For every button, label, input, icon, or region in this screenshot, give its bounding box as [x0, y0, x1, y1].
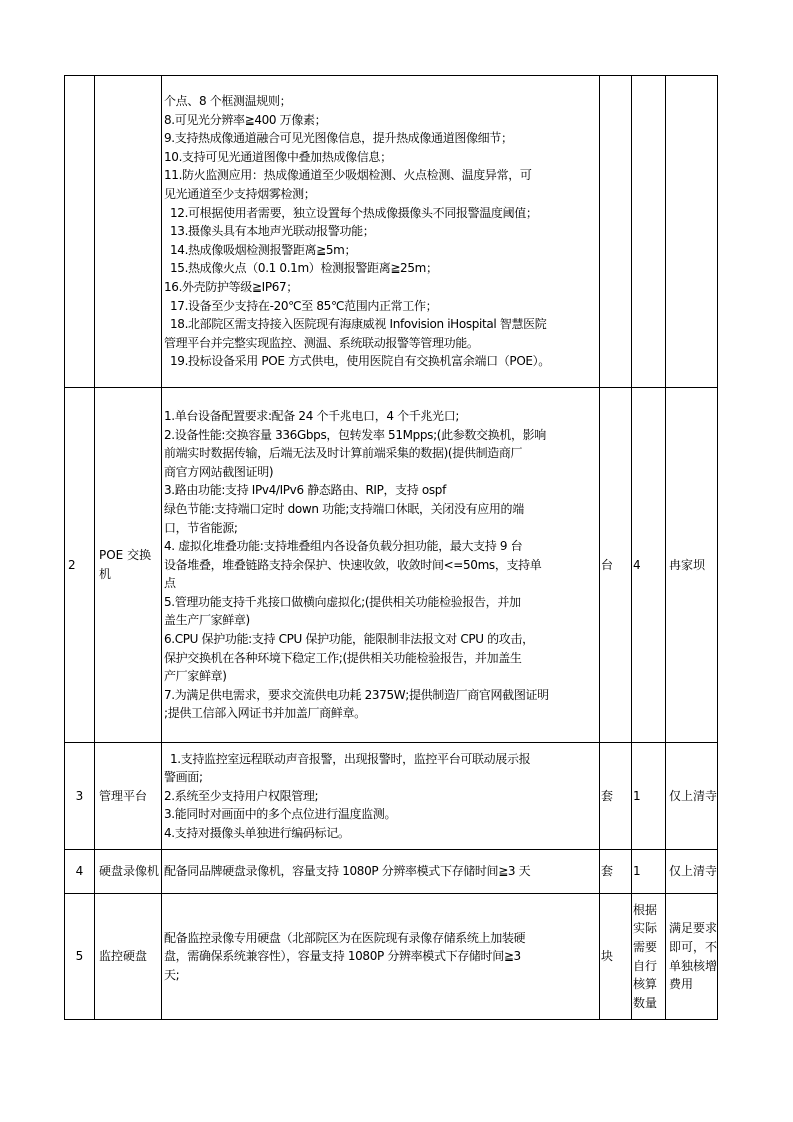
spec-line: 6.CPU 保护功能:支持 CPU 保护功能，能限制非法报文对 CPU 的攻击，	[164, 632, 534, 647]
specification-table	[64, 75, 718, 1020]
item-description-cell	[162, 76, 600, 388]
unit-cell	[600, 76, 632, 388]
item-number-cell: 5	[65, 894, 95, 1020]
spec-line: 盖生产厂家鲜章)	[164, 613, 250, 628]
table-row	[65, 894, 718, 1020]
item-number-cell: 2	[65, 388, 95, 743]
spec-line: 10.支持可见光通道图像中叠加热成像信息；	[164, 149, 392, 164]
note-cell: 仅上清寺	[666, 850, 718, 894]
spec-line: 1.支持监控室远程联动声音报警，出现报警时，监控平台可联动展示报	[170, 751, 531, 766]
spec-line: 9.支持热成像通道融合可见光图像信息，提升热成像通道图像细节；	[164, 131, 513, 146]
table-row	[65, 743, 718, 850]
spec-line: 商官方网站截图证明)	[164, 464, 274, 479]
note-cell: 冉家坝	[666, 388, 718, 743]
spec-line: 18.北部院区需支持接入医院现有海康威视 Infovision iHospital 智慧医院	[170, 317, 547, 332]
note-cell: 仅上清寺	[666, 743, 718, 850]
spec-line: 7.为满足供电需求，要求交流供电功耗 2375W;提供制造厂商官网截图证明	[164, 687, 549, 702]
quantity-cell: 1	[632, 850, 666, 894]
spec-line: 2.设备性能:交换容量 336Gbps，包转发率 51Mpps;(此参数交换机，影响	[164, 427, 546, 442]
item-description-cell	[162, 894, 600, 1020]
note-cell	[666, 76, 718, 388]
item-name-cell: 管理平台	[95, 743, 162, 850]
spec-line: 见光通道至少支持烟雾检测；	[164, 187, 316, 202]
spec-line: 13.摄像头具有本地声光联动报警功能；	[170, 224, 375, 239]
spec-line: ;提供工信部入网证书并加盖厂商鲜章。	[164, 706, 366, 721]
spec-line: 4. 虚拟化堆叠功能:支持堆叠组内各设备负载分担功能，最大支持 9 台	[164, 539, 523, 554]
table-row	[65, 850, 718, 894]
item-description-cell	[162, 388, 600, 743]
unit-cell: 台	[600, 388, 632, 743]
quantity-cell: 根据实际需要自行核算数量	[632, 894, 666, 1020]
spec-line: 3.路由功能:支持 IPv4/IPv6 静态路由、RIP，支持 ospf	[164, 483, 446, 498]
quantity-cell: 4	[632, 388, 666, 743]
item-name-cell: 监控硬盘	[95, 894, 162, 1020]
spec-line: 警画面;	[164, 770, 203, 785]
unit-cell: 块	[600, 894, 632, 1020]
spec-line: 11.防火监测应用：热成像通道至少吸烟检测、火点检测、温度异常，可	[164, 168, 532, 183]
table-row	[65, 388, 718, 743]
spec-line: 配备同品牌硬盘录像机，容量支持 1080P 分辨率模式下存储时间≧3 天	[164, 864, 531, 879]
spec-line: 8.可见光分辨率≧400 万像素；	[164, 112, 327, 127]
spec-line: 19.投标设备采用 POE 方式供电，使用医院自有交换机富余端口（POE）。	[170, 354, 550, 369]
spec-line: 个点、8 个框测温规则；	[164, 94, 292, 109]
unit-cell: 套	[600, 850, 632, 894]
item-description-cell	[162, 850, 600, 894]
spec-line: 14.热成像吸烟检测报警距离≧5m；	[170, 242, 357, 257]
quantity-cell: 1	[632, 743, 666, 850]
spec-line: 点	[164, 576, 176, 591]
quantity-cell	[632, 76, 666, 388]
spec-line: 配备监控录像专用硬盘（北部院区为在医院现有录像存储系统上加装硬	[164, 930, 526, 945]
table-body	[65, 76, 718, 1020]
spec-line: 管理平台并完整实现监控、测温、系统联动报警等管理功能。	[164, 335, 479, 350]
spec-line: 绿色节能:支持端口定时 down 功能;支持端口休眠，关闭没有应用的端	[164, 501, 524, 516]
item-name-cell	[95, 76, 162, 388]
spec-line: 16.外壳防护等级≧IP67；	[164, 279, 298, 294]
spec-line: 设备堆叠，堆叠链路支持余保护、快速收敛，收敛时间<=50ms，支持单	[164, 557, 542, 572]
spec-line: 4.支持对摄像头单独进行编码标记。	[164, 825, 350, 840]
spec-line: 5.管理功能支持千兆接口做横向虚拟化;(提供相关功能检验报告，并加	[164, 594, 521, 609]
spec-line: 产厂家鲜章)	[164, 669, 227, 684]
spec-line: 口，节省能源;	[164, 520, 238, 535]
item-number-cell: 4	[65, 850, 95, 894]
spec-line: 12.可根据使用者需要，独立设置每个热成像摄像头不同报警温度阈值；	[170, 205, 538, 220]
item-number-cell: 3	[65, 743, 95, 850]
spec-line: 天;	[164, 967, 180, 982]
spec-line: 保护交换机在各种环境下稳定工作;(提供相关功能检验报告，并加盖生	[164, 650, 522, 665]
spec-line: 盘，需确保系统兼容性），容量支持 1080P 分辨率模式下存储时间≧3	[164, 949, 521, 964]
item-name-cell: 硬盘录像机	[95, 850, 162, 894]
spec-line: 2.系统至少支持用户权限管理;	[164, 788, 319, 803]
spec-line: 前端实时数据传输，后端无法及时计算前端采集的数据)(提供制造商厂	[164, 446, 523, 461]
spec-line: 15.热成像火点（0.1 0.1m）检测报警距离≧25m；	[170, 261, 438, 276]
spec-line: 1.单台设备配置要求:配备 24 个千兆电口，4 个千兆光口;	[164, 408, 460, 423]
item-name-cell: POE 交换机	[95, 388, 162, 743]
spec-line: 17.设备至少支持在-20℃至 85℃范围内正常工作；	[170, 298, 438, 313]
spec-line: 3.能同时对画面中的多个点位进行温度监测。	[164, 807, 397, 822]
item-description-cell	[162, 743, 600, 850]
note-cell: 满足要求即可，不单独核增费用	[666, 894, 718, 1020]
item-number-cell	[65, 76, 95, 388]
unit-cell: 套	[600, 743, 632, 850]
table-row	[65, 76, 718, 388]
